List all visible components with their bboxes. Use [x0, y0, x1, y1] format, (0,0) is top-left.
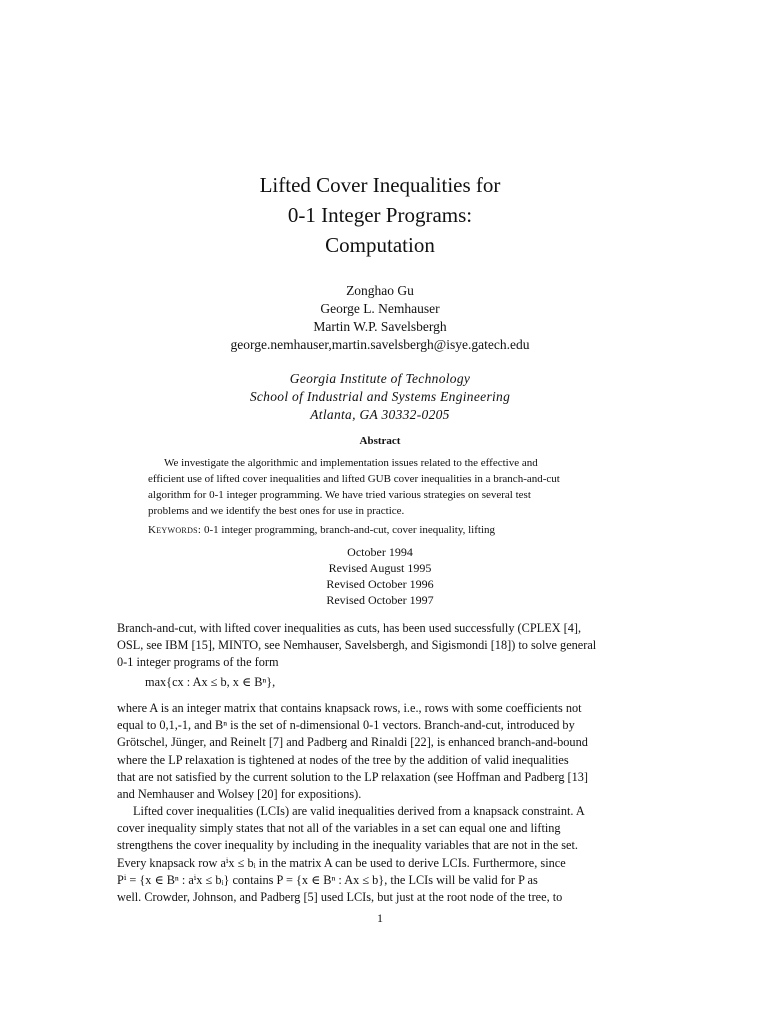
keywords-label: Keywords: — [148, 524, 202, 536]
body-line: cover inequality simply states that not all of the variables in a set can equal one and lifting — [117, 821, 561, 836]
title-line-3: Computation — [325, 233, 435, 257]
body-line: Pⁱ = {x ∈ Bⁿ : aⁱx ≤ bᵢ} contains P = {x ∈ Bⁿ : Ax ≤ b}, the LCIs will be valid for P as — [117, 872, 538, 887]
body-line: Grötschel, Jünger, and Reinelt [7] and Padberg and Rinaldi [22], is enhanced branch-and-bound — [117, 735, 588, 750]
affiliation-block — [0, 370, 760, 424]
author-email: george.nemhauser,martin.savelsbergh@isye.gatech.edu — [230, 337, 530, 352]
title-line-1: Lifted Cover Inequalities for — [259, 173, 501, 197]
keywords-line — [148, 522, 610, 538]
author-name: Zonghao Gu — [346, 283, 414, 298]
body-line: OSL, see IBM [15], MINTO, see Nemhauser, Savelsbergh, and Sigismondi [18]) to solve general — [117, 638, 597, 653]
body-line: where A is an integer matrix that contains knapsack rows, i.e., rows with some coefficients not — [117, 701, 582, 715]
date-line: Revised October 1997 — [326, 593, 434, 607]
body-line: Branch-and-cut, with lifted cover inequalities as cuts, has been used successfully (CPLEX [4], — [117, 621, 582, 635]
intro-paragraph-2 — [117, 700, 642, 803]
abstract-line: problems and we identify the best ones for use in practice. — [148, 505, 405, 517]
date-line: Revised August 1995 — [328, 561, 432, 575]
body-line: strengthens the cover inequality by including in the inequality variables that are not in the set. — [117, 838, 579, 853]
date-line: October 1994 — [347, 545, 413, 559]
intro-paragraph-1 — [117, 620, 642, 672]
abstract-body — [148, 455, 610, 519]
abstract-line: We investigate the algorithmic and implementation issues related to the effective and — [164, 457, 538, 469]
page-number: 1 — [377, 911, 383, 925]
abstract-heading: Abstract — [359, 435, 401, 447]
affiliation-line: Atlanta, GA 30332-0205 — [310, 407, 450, 422]
body-line: well. Crowder, Johnson, and Padberg [5] used LCIs, but just at the root node of the tree, to — [117, 890, 563, 905]
paper-title — [0, 170, 760, 260]
intro-paragraph-3 — [117, 803, 642, 906]
body-line: 0-1 integer programs of the form — [117, 655, 279, 670]
author-name: Martin W.P. Savelsbergh — [313, 319, 447, 334]
abstract-line: algorithm for 0-1 integer programming. We have tried various strategies on several test — [148, 489, 531, 501]
body-line: equal to 0,1,-1, and Bⁿ is the set of n-dimensional 0-1 vectors. Branch-and-cut, introduced by — [117, 718, 575, 733]
author-block — [0, 282, 760, 354]
affiliation-line: School of Industrial and Systems Engineering — [249, 389, 511, 404]
body-line: Every knapsack row aⁱx ≤ bᵢ in the matrix A can be used to derive LCIs. Furthermore, since — [117, 855, 566, 870]
title-line-2: 0-1 Integer Programs: — [287, 203, 473, 227]
author-name: George L. Nemhauser — [320, 301, 440, 316]
body-line: and Nemhauser and Wolsey [20] for expositions). — [117, 787, 362, 802]
body-line: where the LP relaxation is tightened at nodes of the tree by the addition of valid inequalities — [117, 752, 569, 767]
keywords-text: 0-1 integer programming, branch-and-cut, cover inequality, lifting — [204, 524, 496, 536]
body-line: that are not satisfied by the current solution to the LP relaxation (see Hoffman and Padberg [13] — [117, 769, 589, 784]
date-block — [0, 544, 760, 608]
date-line: Revised October 1996 — [326, 577, 434, 591]
body-line: Lifted cover inequalities (LCIs) are valid inequalities derived from a knapsack constraint. A — [133, 804, 585, 818]
affiliation-line: Georgia Institute of Technology — [289, 371, 471, 386]
abstract-line: efficient use of lifted cover inequalities and lifted GUB cover inequalities in a branch-and-cut — [148, 473, 560, 485]
display-equation: max{cx : Ax ≤ b, x ∈ Bⁿ}, — [145, 675, 276, 689]
